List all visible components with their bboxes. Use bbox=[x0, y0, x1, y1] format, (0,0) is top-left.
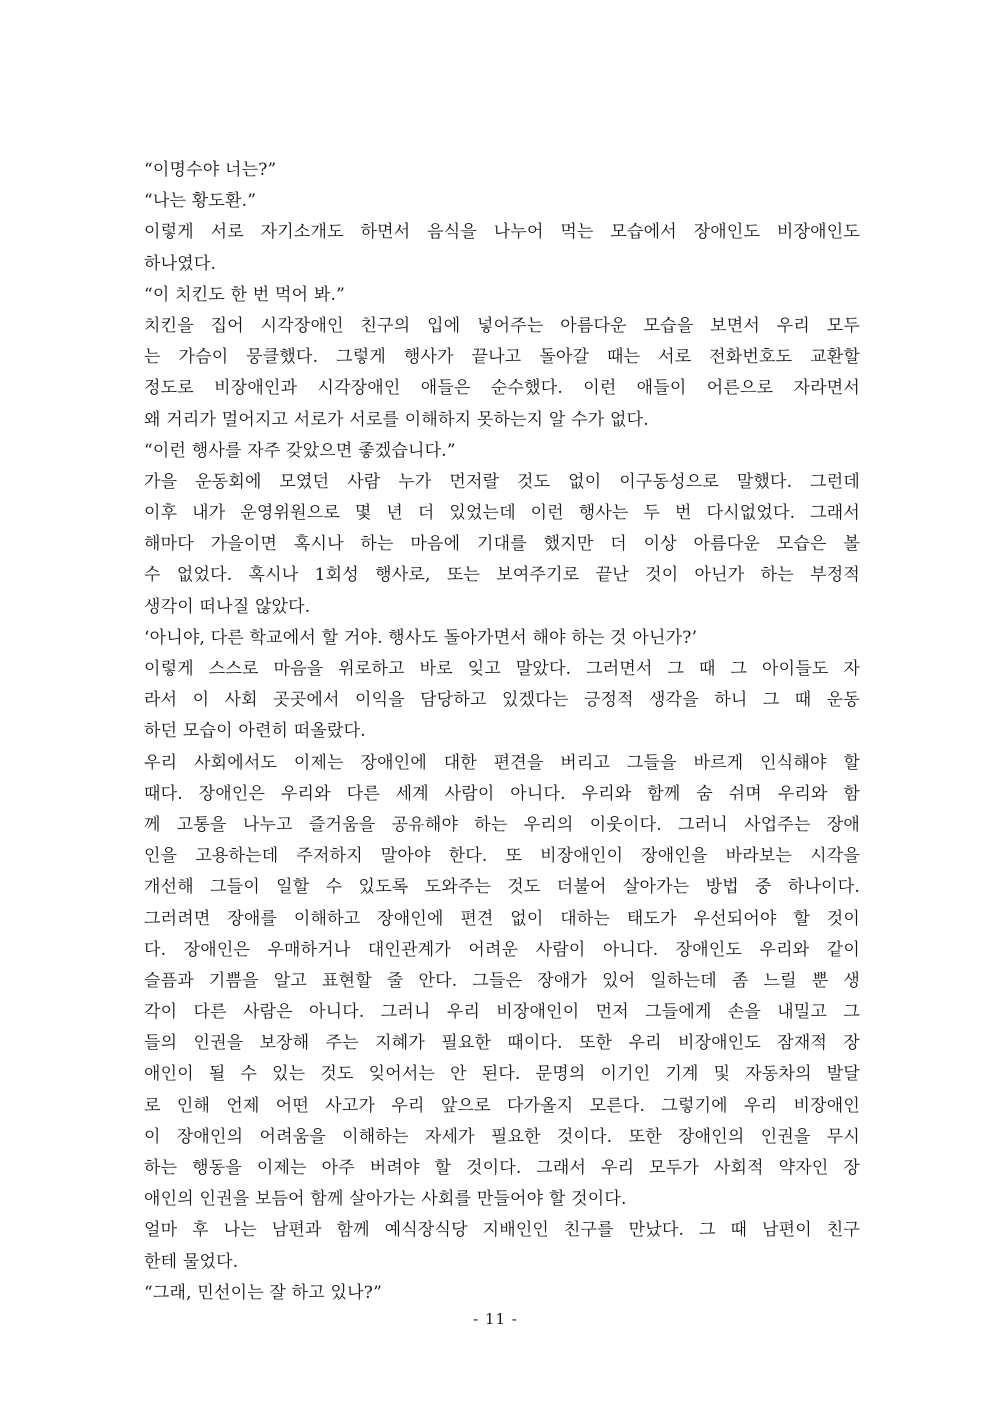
text-line: “나는 황도환.” bbox=[144, 191, 257, 212]
text-line: 해마다 가을이면 혹시나 하는 마음에 기대를 했지만 더 이상 아름다운 모습은 볼 bbox=[144, 534, 860, 555]
text-line: 치킨을 집어 시각장애인 친구의 입에 넣어주는 아름다운 모습을 보면서 우리 모두 bbox=[144, 315, 860, 336]
text-line: 이후 내가 운영위원으로 몇 년 더 있었는데 이런 행사는 두 번 다시없었다. 그래서 bbox=[144, 503, 860, 524]
text-line: 얼마 후 나는 남편과 함께 예식장식당 지배인인 친구를 만났다. 그 때 남편이 친구 bbox=[144, 1220, 860, 1241]
text-line: 애인의 인권을 보듬어 함께 살아가는 사회를 만들어야 할 것이다. bbox=[144, 1189, 627, 1210]
text-line: 때다. 장애인은 우리와 다른 세계 사람이 아니다. 우리와 함께 숨 쉬며 우리와 함 bbox=[144, 783, 860, 804]
text-line: 슬픔과 기쁨을 알고 표현할 줄 안다. 그들은 장애가 있어 일하는데 좀 느릴 뿐 생 bbox=[144, 970, 860, 991]
text-line: “이 치킨도 한 번 먹어 봐.” bbox=[144, 284, 346, 305]
text-line: 인을 고용하는데 주저하지 말아야 한다. 또 비장애인이 장애인을 바라보는 시각을 bbox=[144, 846, 860, 867]
text-line: 생각이 떠나질 않았다. bbox=[144, 596, 311, 617]
text-line: 이 장애인의 어려움을 이해하는 자세가 필요한 것이다. 또한 장애인의 인권을 무시 bbox=[144, 1126, 860, 1147]
text-line: 하던 모습이 아련히 떠올랐다. bbox=[144, 721, 366, 742]
text-line: 하는 행동을 이제는 아주 버려야 할 것이다. 그래서 우리 모두가 사회적 약자인 장 bbox=[144, 1158, 860, 1178]
text-line: 다. 장애인은 우매하거나 대인관계가 어려운 사람이 아니다. 장애인도 우리와 같이 bbox=[144, 939, 860, 960]
text-line: 가을 운동회에 모였던 사람 누가 먼저랄 것도 없이 이구동성으로 말했다. 그런데 bbox=[144, 471, 860, 492]
text-line: “그래, 민선이는 잘 하고 있나?” bbox=[144, 1282, 382, 1303]
text-line: 는 가슴이 뭉클했다. 그렇게 행사가 끝나고 돌아갈 때는 서로 전화번호도 교환할 bbox=[144, 347, 860, 368]
page-body bbox=[144, 155, 860, 1309]
text-line: 우리 사회에서도 이제는 장애인에 대한 편견을 버리고 그들을 바르게 인식해야 할 bbox=[144, 752, 860, 773]
text-line: 수 없었다. 혹시나 1회성 행사로, 또는 보여주기로 끝난 것이 아닌가 하는 부정적 bbox=[144, 565, 860, 586]
text-line: 하나였다. bbox=[144, 253, 217, 274]
text-line: “이런 행사를 자주 갖았으면 좋겠습니다.” bbox=[144, 440, 456, 461]
text-line: 라서 이 사회 곳곳에서 이익을 담당하고 있겠다는 긍정적 생각을 하니 그 때 운동 bbox=[144, 690, 860, 711]
text-line: 정도로 비장애인과 시각장애인 애들은 순수했다. 이런 애들이 어른으로 자라면서 bbox=[144, 378, 860, 399]
text-line: 께 고통을 나누고 즐거움을 공유해야 하는 우리의 이웃이다. 그러니 사업주는 장애 bbox=[144, 814, 860, 835]
text-line: 로 인해 언제 어떤 사고가 우리 앞으로 다가올지 모른다. 그렇기에 우리 비장애인 bbox=[144, 1095, 860, 1116]
text-line: 한테 물었다. bbox=[144, 1251, 239, 1272]
text-line: 들의 인권을 보장해 주는 지혜가 필요한 때이다. 또한 우리 비장애인도 잠재적 장 bbox=[144, 1033, 860, 1054]
text-line: 개선해 그들이 일할 수 있도록 도와주는 것도 더불어 살아가는 방법 중 하나이다. bbox=[144, 877, 860, 898]
text-line: 왜 거리가 멀어지고 서로가 서로를 이해하지 못하는지 알 수가 없다. bbox=[144, 409, 649, 430]
text-line: 이렇게 스스로 마음을 위로하고 바로 잊고 말았다. 그러면서 그 때 그 아이들도 자 bbox=[144, 659, 860, 679]
page-number: - 11 - bbox=[473, 1310, 518, 1328]
text-line: 이렇게 서로 자기소개도 하면서 음식을 나누어 먹는 모습에서 장애인도 비장애인도 bbox=[144, 222, 860, 243]
text-line: 각이 다른 사람은 아니다. 그러니 우리 비장애인이 먼저 그들에게 손을 내밀고 그 bbox=[144, 1002, 860, 1023]
text-line: 애인이 될 수 있는 것도 잊어서는 안 된다. 문명의 이기인 기계 및 자동차의 발달 bbox=[144, 1064, 860, 1085]
text-line: ‘아니야, 다른 학교에서 할 거야. 행사도 돌아가면서 해야 하는 것 아닌가?’ bbox=[144, 627, 698, 648]
text-line: 그러려면 장애를 이해하고 장애인에 편견 없이 대하는 태도가 우선되어야 할 것이 bbox=[144, 908, 860, 929]
text-line: “이명수야 너는?” bbox=[144, 160, 277, 180]
